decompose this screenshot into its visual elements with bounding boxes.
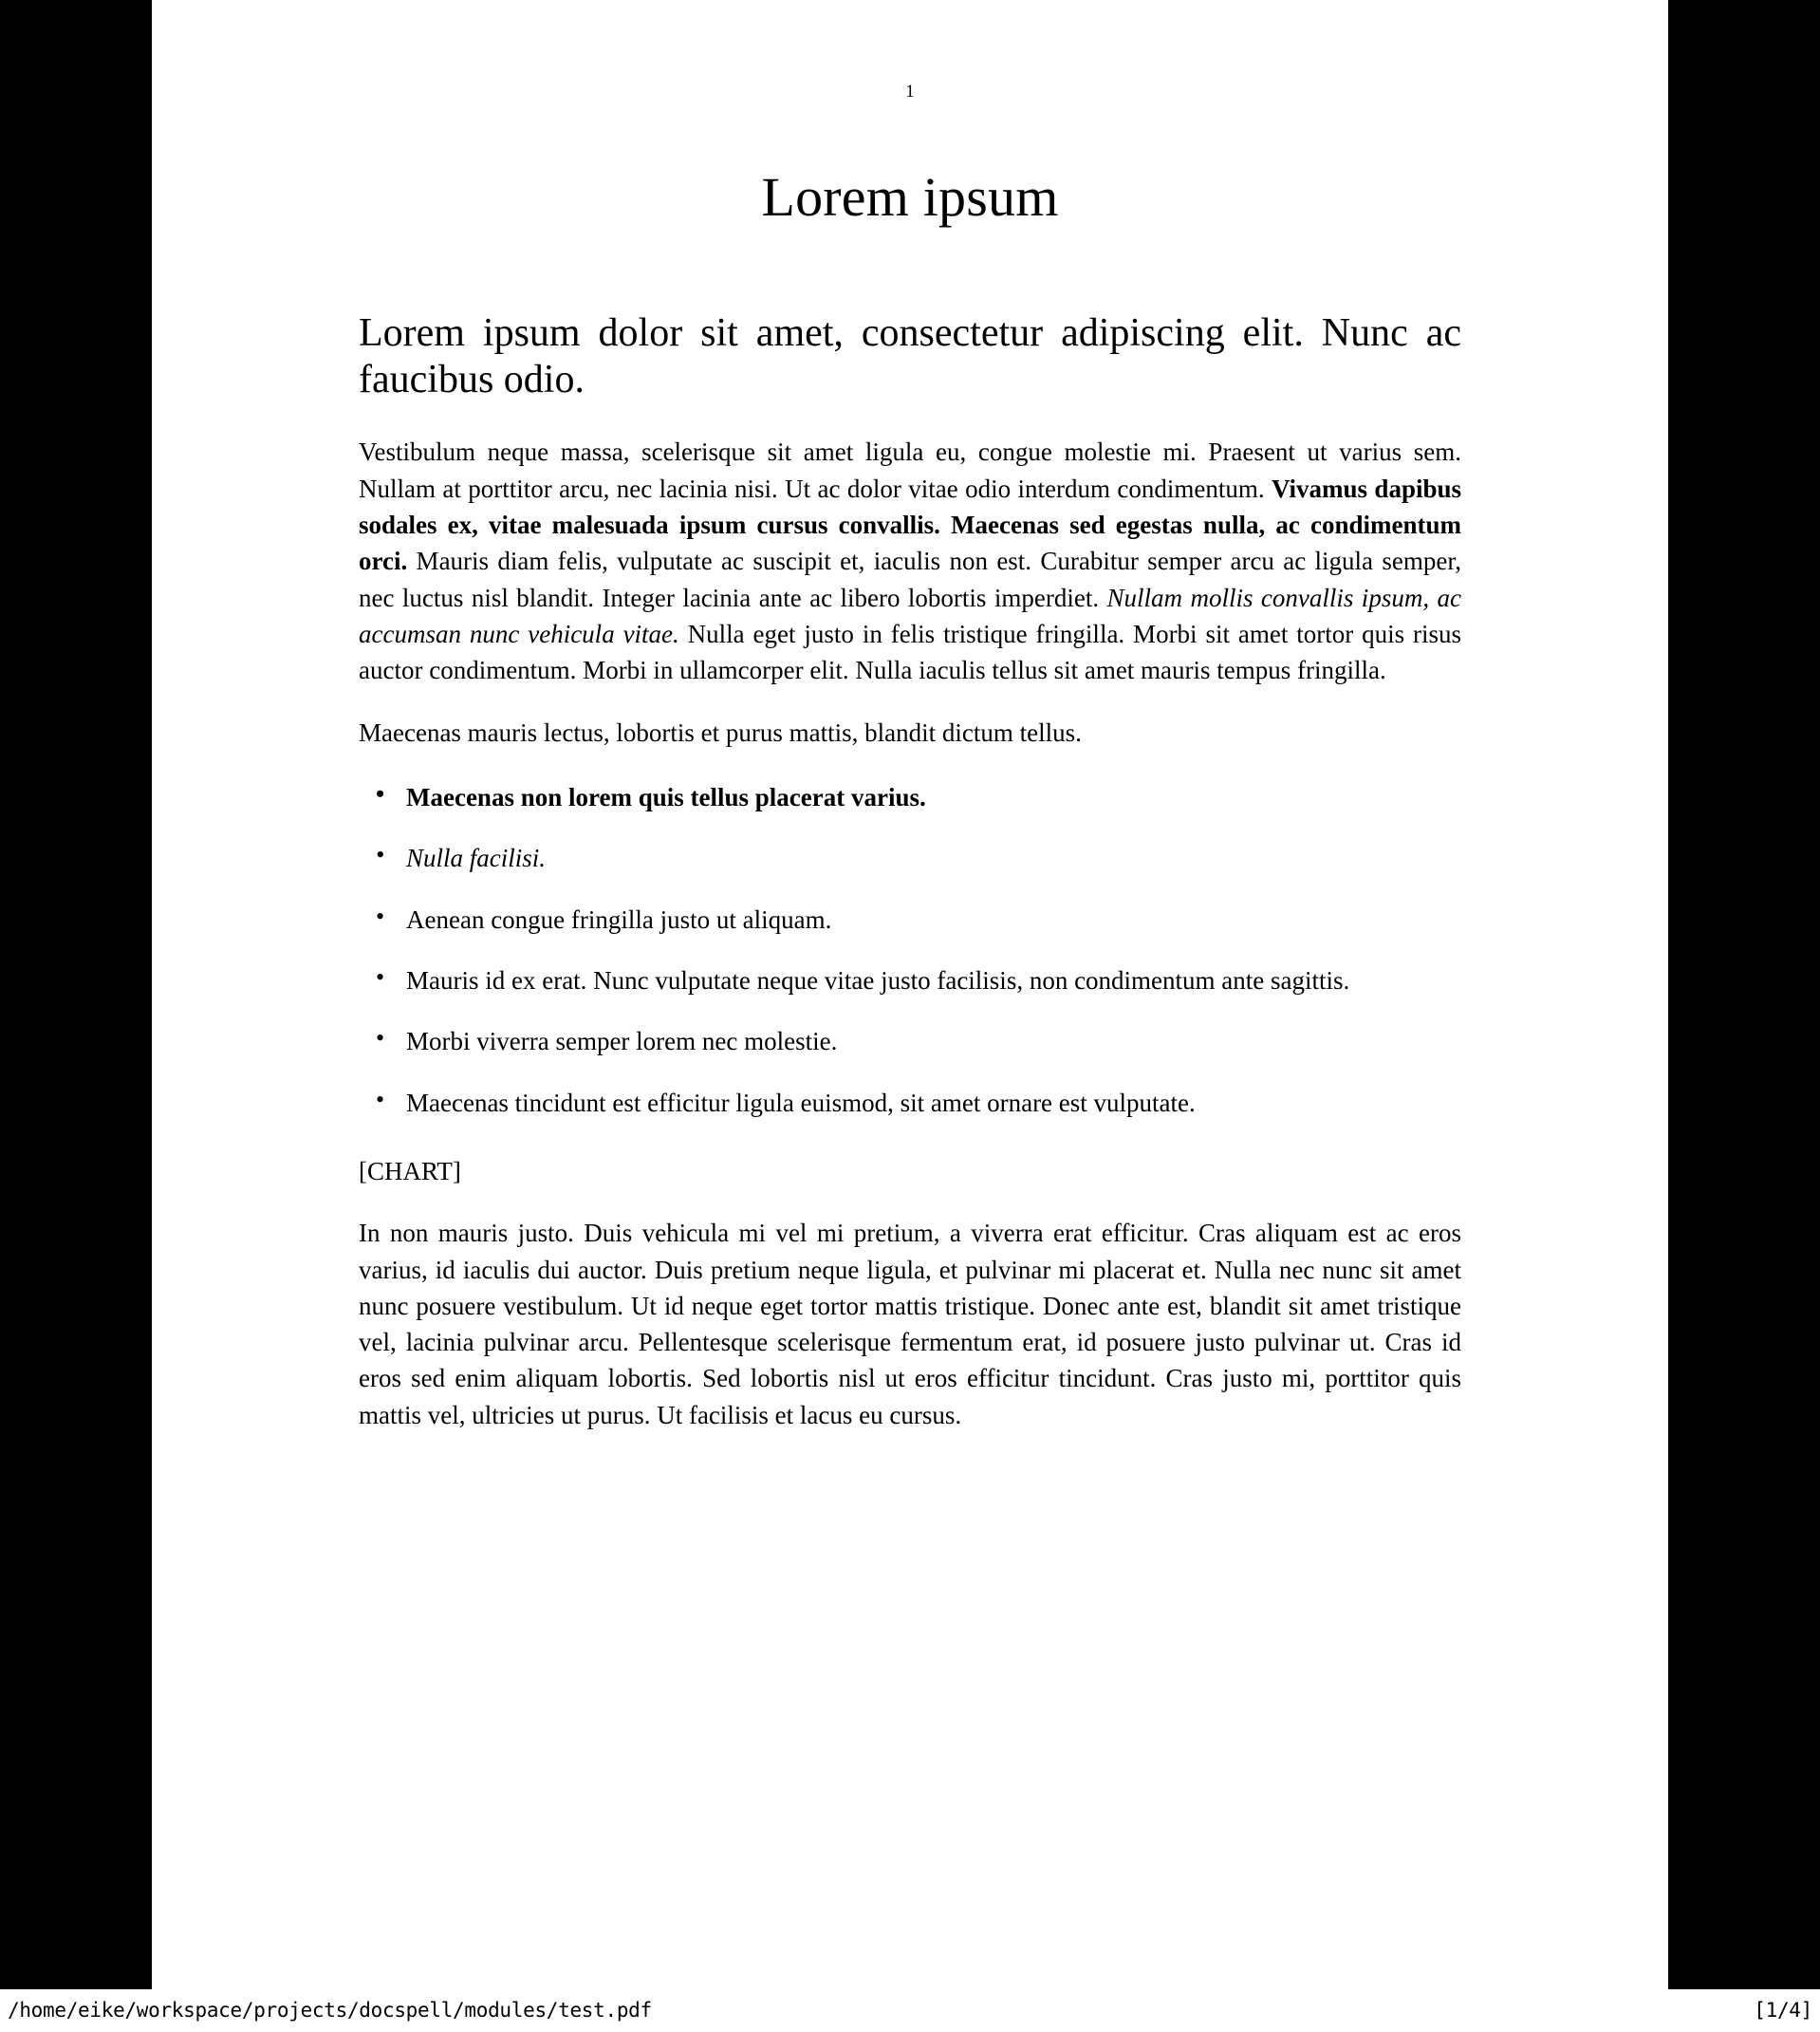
paragraph-1-part-2: Mauris diam felis, vulputate ac suscipit et, iaculis non est. Curabitur semper arcu ac ligula semper, nec luctus nisl blandit. Integer lacinia ante ac libero lobortis imperdiet.	[359, 547, 1461, 612]
paragraph-1	[359, 434, 1461, 688]
paragraph-3: In non mauris justo. Duis vehicula mi vel mi pretium, a viverra erat efficitur. Cras aliquam est ac eros varius, id iaculis dui auctor. Duis pretium neque ligula, et pulvinar mi placerat et. Nulla nec nunc sit amet nunc posuere vestibulum. Ut id neque eget tortor mattis tristique. Donec ante est, blandit sit amet tristique vel, lacinia pulvinar arcu. Pellentesque scelerisque fermentum erat, id posuere justo pulvinar ut. Cras id eros sed enim aliquam lobortis. Sed lobortis nisl ut eros efficitur tincidunt. Cras justo mi, porttitor quis mattis vel, ultricies ut purus. Ut facilisis et lacus eu cursus.	[359, 1219, 1461, 1429]
status-bar	[0, 1989, 1820, 2032]
pdf-page[interactable]	[152, 0, 1668, 1989]
file-path-label: /home/eike/workspace/projects/docspell/modules/test.pdf	[8, 1999, 652, 2022]
paragraph-1-bold-1: Vivamus dapibus sodales ex, vitae malesuada ipsum cursus convallis. Maecenas sed egestas nulla, ac condimentum orci.	[359, 474, 1461, 576]
list-item: • Maecenas non lorem quis tellus placerat varius.	[359, 779, 1461, 815]
list-item: • Nulla facilisi.	[359, 840, 1461, 876]
list-item: • Maecenas tincidunt est efficitur ligula euismod, sit amet ornare est vulputate.	[359, 1085, 1461, 1121]
page-number: 1	[905, 82, 915, 102]
paragraph-1-part-1: Vestibulum neque massa, scelerisque sit amet ligula eu, congue molestie mi. Praesent ut varius sem. Nullam at porttitor arcu, nec lacinia nisi. Ut ac dolor vitae odio interdum condimentum.	[359, 438, 1461, 503]
section-heading: Lorem ipsum dolor sit amet, consectetur adipiscing elit. Nunc ac faucibus odio.	[359, 311, 1461, 402]
list-item: • Morbi viverra semper lorem nec molestie.	[359, 1023, 1461, 1059]
paragraph-2: Maecenas mauris lectus, lobortis et purus mattis, blandit dictum tellus.	[359, 718, 1082, 747]
chart-placeholder: [CHART]	[359, 1156, 461, 1185]
document-body	[359, 103, 1461, 1433]
page-indicator: [1/4]	[1754, 1999, 1812, 2022]
list-item: • Aenean congue fringilla justo ut aliquam.	[359, 902, 1461, 938]
bullet-list	[359, 779, 1461, 1121]
list-item: • Mauris id ex erat. Nunc vulputate neque vitae justo facilisis, non condimentum ante sagittis.	[359, 962, 1461, 998]
paragraph-1-italic-1: Nullam mollis convallis ipsum, ac accumsan nunc vehicula vitae.	[359, 583, 1461, 648]
document-title: Lorem ipsum	[761, 166, 1059, 228]
paragraph-1-part-3: Nulla eget justo in felis tristique fringilla. Morbi sit amet tortor quis risus auctor condimentum. Morbi in ullamcorper elit. Nulla iaculis tellus sit amet mauris tempus fringilla.	[359, 619, 1461, 685]
